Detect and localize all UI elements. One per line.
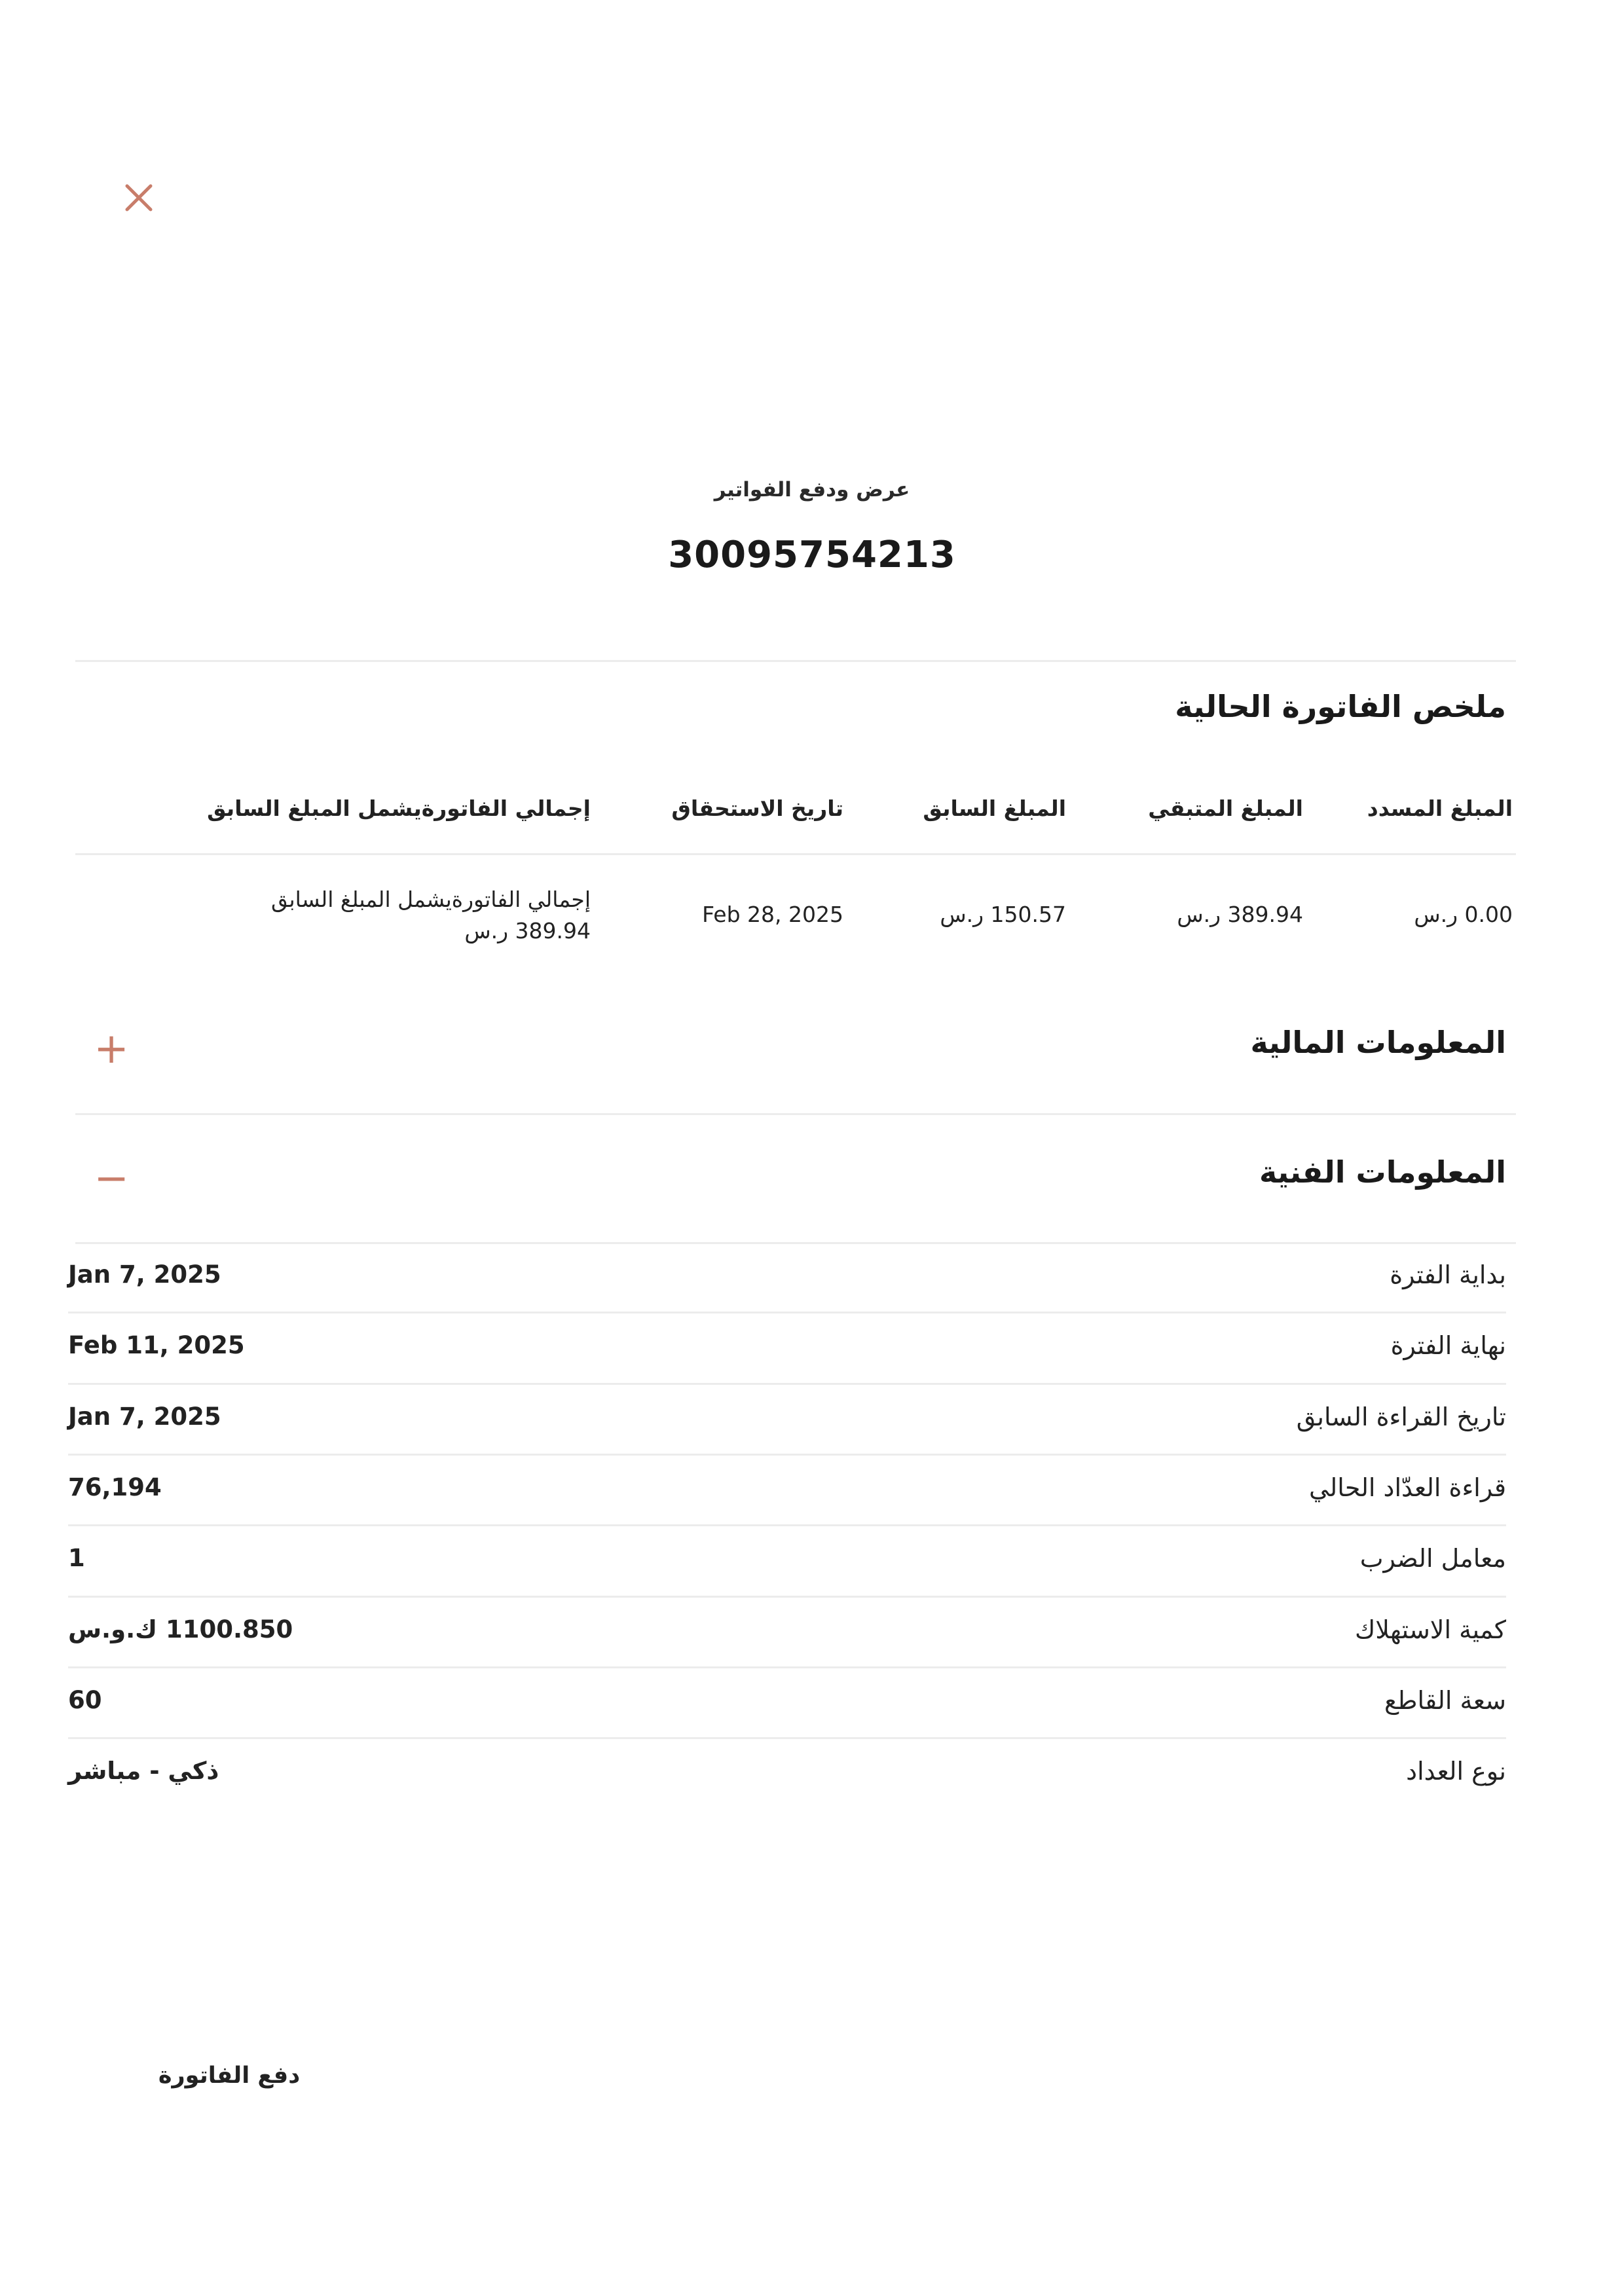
tech-row-label-multiplier: معامل الضرب	[1359, 1544, 1506, 1573]
tech-row-value-meter-type: ذكي - مباشر	[68, 1757, 219, 1785]
technical-info-title[interactable]: المعلومات الفنية	[1259, 1154, 1506, 1190]
summary-value-remaining: 389.94 ر.س	[1177, 902, 1303, 927]
tech-row-label-breaker-capacity: سعة القاطع	[1384, 1686, 1506, 1715]
account-number: 30095754213	[668, 534, 956, 576]
collapse-technical-icon[interactable]: −	[94, 1154, 129, 1203]
tech-row-value-consumption: 1100.850 ك.و.س	[68, 1615, 293, 1643]
summary-header-divider	[75, 853, 1516, 855]
technical-divider	[75, 1242, 1516, 1244]
tech-row-value-current-reading: 76,194	[68, 1473, 162, 1501]
header-divider	[75, 660, 1516, 662]
summary-col-header-remaining: المبلغ المتبقي	[1148, 796, 1303, 821]
tech-row-divider	[68, 1666, 1506, 1668]
tech-row-value-previous-reading-date: Jan 7, 2025	[68, 1403, 221, 1431]
summary-title: ملخص الفاتورة الحالية	[1175, 689, 1506, 724]
summary-col-header-due-date: تاريخ الاستحقاق	[671, 796, 843, 821]
tech-row-value-period-end: Feb 11, 2025	[68, 1331, 245, 1359]
tech-row-value-multiplier: 1	[68, 1544, 85, 1572]
tech-row-label-meter-type: نوع العداد	[1406, 1757, 1506, 1786]
summary-value-due-date: Feb 28, 2025	[702, 902, 843, 927]
tech-row-divider	[68, 1737, 1506, 1739]
expand-financial-icon[interactable]: +	[94, 1025, 129, 1073]
close-icon	[118, 177, 160, 219]
tech-row-label-period-start: بداية الفترة	[1390, 1260, 1506, 1289]
tech-row-divider	[68, 1383, 1506, 1385]
close-button[interactable]	[118, 177, 160, 219]
summary-value-total	[271, 884, 591, 947]
tech-row-value-breaker-capacity: 60	[68, 1686, 102, 1714]
summary-col-header-total: إجمالي الفاتورةيشمل المبلغ السابق	[207, 796, 591, 821]
tech-row-divider	[68, 1524, 1506, 1526]
breadcrumb: عرض ودفع الفواتير	[714, 478, 910, 502]
summary-col-header-paid: المبلغ المسدد	[1367, 796, 1513, 821]
summary-value-paid: 0.00 ر.س	[1414, 902, 1513, 927]
tech-row-label-current-reading: قراءة العدّاد الحالي	[1308, 1473, 1506, 1502]
pay-bill-button[interactable]: دفع الفاتورة	[158, 2063, 301, 2089]
tech-row-value-period-start: Jan 7, 2025	[68, 1260, 221, 1289]
tech-row-divider	[68, 1312, 1506, 1313]
summary-value-previous: 150.57 ر.س	[940, 902, 1066, 927]
tech-row-label-period-end: نهاية الفترة	[1390, 1331, 1506, 1360]
summary-value-total-amount: 389.94 ر.س	[464, 918, 591, 944]
summary-value-total-label: إجمالي الفاتورةيشمل المبلغ السابق	[270, 887, 591, 912]
tech-row-label-consumption: كمية الاستهلاك	[1354, 1615, 1506, 1644]
summary-col-header-previous: المبلغ السابق	[923, 796, 1066, 821]
tech-row-divider	[68, 1454, 1506, 1456]
financial-divider	[75, 1113, 1516, 1115]
tech-row-divider	[68, 1596, 1506, 1598]
tech-row-label-previous-reading-date: تاريخ القراءة السابق	[1296, 1403, 1506, 1431]
financial-info-title[interactable]: المعلومات المالية	[1250, 1025, 1506, 1060]
